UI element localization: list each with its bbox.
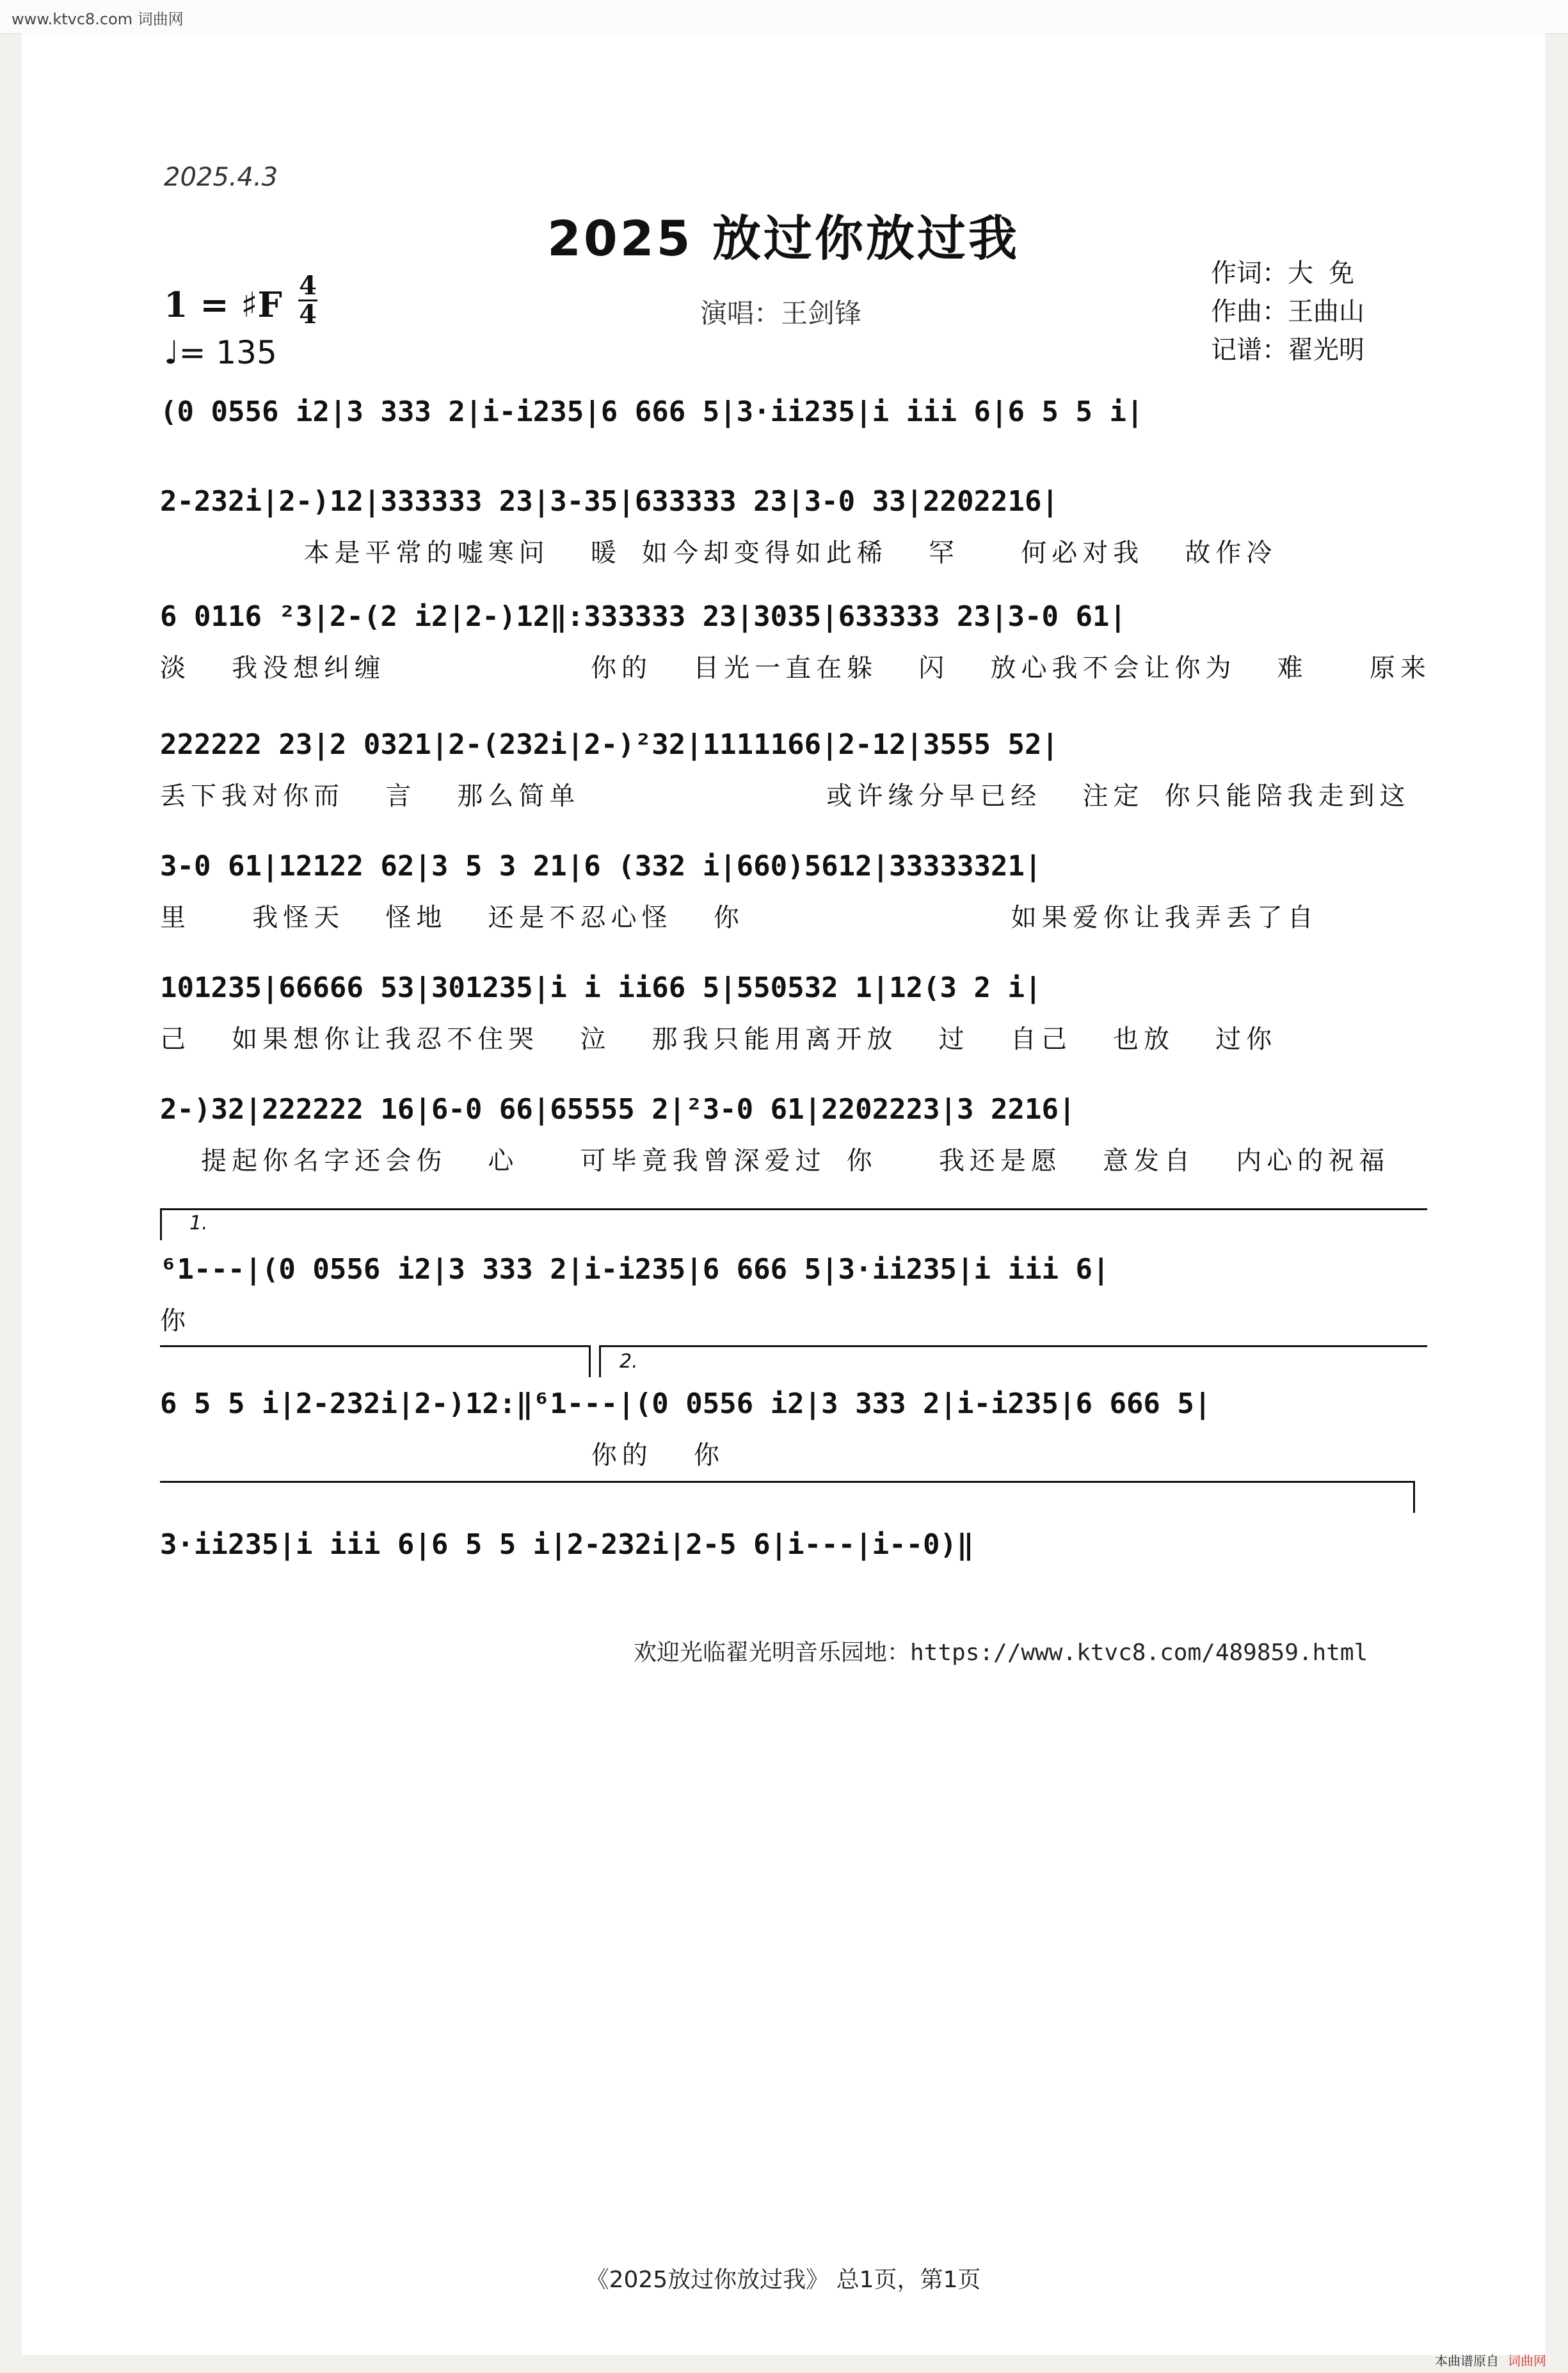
volta-1-bracket-edge (160, 1208, 162, 1240)
notation-line: 6 0116 ²3|2-(2 i2|2-)12‖:333333 23|3035|633333 23|3-0 61| (160, 600, 1126, 633)
score-page (22, 33, 1545, 2355)
volta-2-bracket-edge (599, 1345, 601, 1377)
lyrics-line: 丢下我对你而 言 那么简单 或许缘分早已经 注定 你只能陪我走到这 (160, 781, 1411, 811)
notation-line: ⁶1---|(0 0556 i2|3 333 2|i-i235|6 666 5|3·ii235|i iii 6| (160, 1253, 1110, 1286)
page-footer-text: 《2025放过你放过我》 总1页，第1页 (586, 2267, 981, 2293)
volta-1-bracket-end (160, 1345, 589, 1347)
lyrics-line: 你的 你 (160, 1441, 724, 1470)
time-signature (298, 271, 317, 330)
notation-line: (0 0556 i2|3 333 2|i-i235|6 666 5|3·ii235|i iii 6|6 5 5 i| (160, 396, 1144, 428)
lyrics-line: 本是平常的嘘寒问 暖 如今却变得如此稀 罕 何必对我 故作冷 (160, 538, 1277, 568)
lyrics-line: 提起你名字还会伤 心 可毕竟我曾深爱过 你 我还是愿 意发自 内心的祝福 (160, 1146, 1390, 1176)
volta-1-label: 1. (189, 1212, 208, 1234)
lyrics-line: 己 如果想你让我忍不住哭 泣 那我只能用离开放 过 自己 也放 过你 (160, 1025, 1277, 1054)
notation-line: 101235|66666 53|301235|i i ii66 5|550532 1|12(3 2 i| (160, 971, 1042, 1004)
notation-line: 2-)32|222222 16|6-0 66|65555 2|²3-0 61|2202223|3 2216| (160, 1093, 1076, 1126)
lyricist-credit: 作词：大 免 (1211, 259, 1355, 288)
key-signature: 1 = ♯F (164, 284, 282, 325)
lyrics-line (160, 444, 1427, 483)
bottom-watermark (1435, 2351, 1546, 2369)
credits-block (1211, 254, 1364, 369)
top-watermark-bar (0, 0, 1568, 34)
song-title: 2025 放过你放过我 (547, 210, 1020, 267)
notation-line: 6 5 5 i|2-232i|2-)12:‖⁶1---|(0 0556 i2|3 333 2|i-i235|6 666 5| (160, 1387, 1212, 1420)
date-label: 2025.4.3 (164, 163, 278, 192)
volta-2-label: 2. (620, 1350, 638, 1373)
lyrics-line: 淡 我没想纠缠 你的 目光一直在躲 闪 放心我不会让你为 难 原来 (160, 653, 1431, 683)
volta-2-bracket (599, 1345, 1427, 1347)
notation-line: 3-0 61|12122 62|3 5 3 21|6 (332 i|660)5612|33333321| (160, 850, 1042, 883)
score-system-3 (160, 596, 1431, 687)
volta-2-bracket-continued-edge (1413, 1481, 1415, 1513)
score-system-2 (160, 481, 1427, 572)
score-system-6 (160, 968, 1427, 1059)
notation-line: 222222 23|2 0321|2-(232i|2-)²32|1111166|2-12|3555 52| (160, 728, 1059, 761)
score-system-10 (160, 1524, 1427, 1565)
time-signature-top: 4 (299, 271, 317, 301)
score-system-1 (160, 392, 1427, 483)
time-signature-bottom: 4 (299, 300, 317, 330)
singer-credit: 演唱：王剑锋 (700, 298, 862, 329)
score-system-4 (160, 724, 1427, 815)
bottom-watermark-text: 本曲谱原自 (1435, 2353, 1499, 2369)
tempo-mark: ♩= 135 (164, 334, 277, 371)
top-watermark-text: www.ktvc8.com 词曲网 (12, 10, 184, 28)
score-system-5 (160, 846, 1427, 937)
transcriber-credit: 记谱：翟光明 (1211, 335, 1364, 365)
volta-2-bracket-continued (160, 1481, 1414, 1483)
bottom-watermark-brand: 词曲网 (1508, 2353, 1546, 2369)
score-system-7 (160, 1089, 1427, 1180)
notation-line: 3·ii235|i iii 6|6 5 5 i|2-232i|2-5 6|i---|i--0)‖ (160, 1528, 974, 1561)
site-footer-text: 欢迎光临翟光明音乐园地：https://www.ktvc8.com/489859.html (634, 1640, 1368, 1666)
volta-1-bracket (160, 1208, 1427, 1210)
lyrics-line: 里 我怪天 怪地 还是不忍心怪 你 如果爱你让我弄丢了自 (160, 903, 1318, 932)
composer-credit: 作曲：王曲山 (1211, 297, 1364, 326)
lyrics-line: 你 (160, 1306, 191, 1336)
score-system-9 (160, 1384, 1427, 1474)
volta-1-bracket-end-edge (589, 1345, 591, 1377)
score-system-8 (160, 1249, 1427, 1340)
notation-line: 2-232i|2-)12|333333 23|3-35|633333 23|3-0 33|2202216| (160, 485, 1059, 518)
